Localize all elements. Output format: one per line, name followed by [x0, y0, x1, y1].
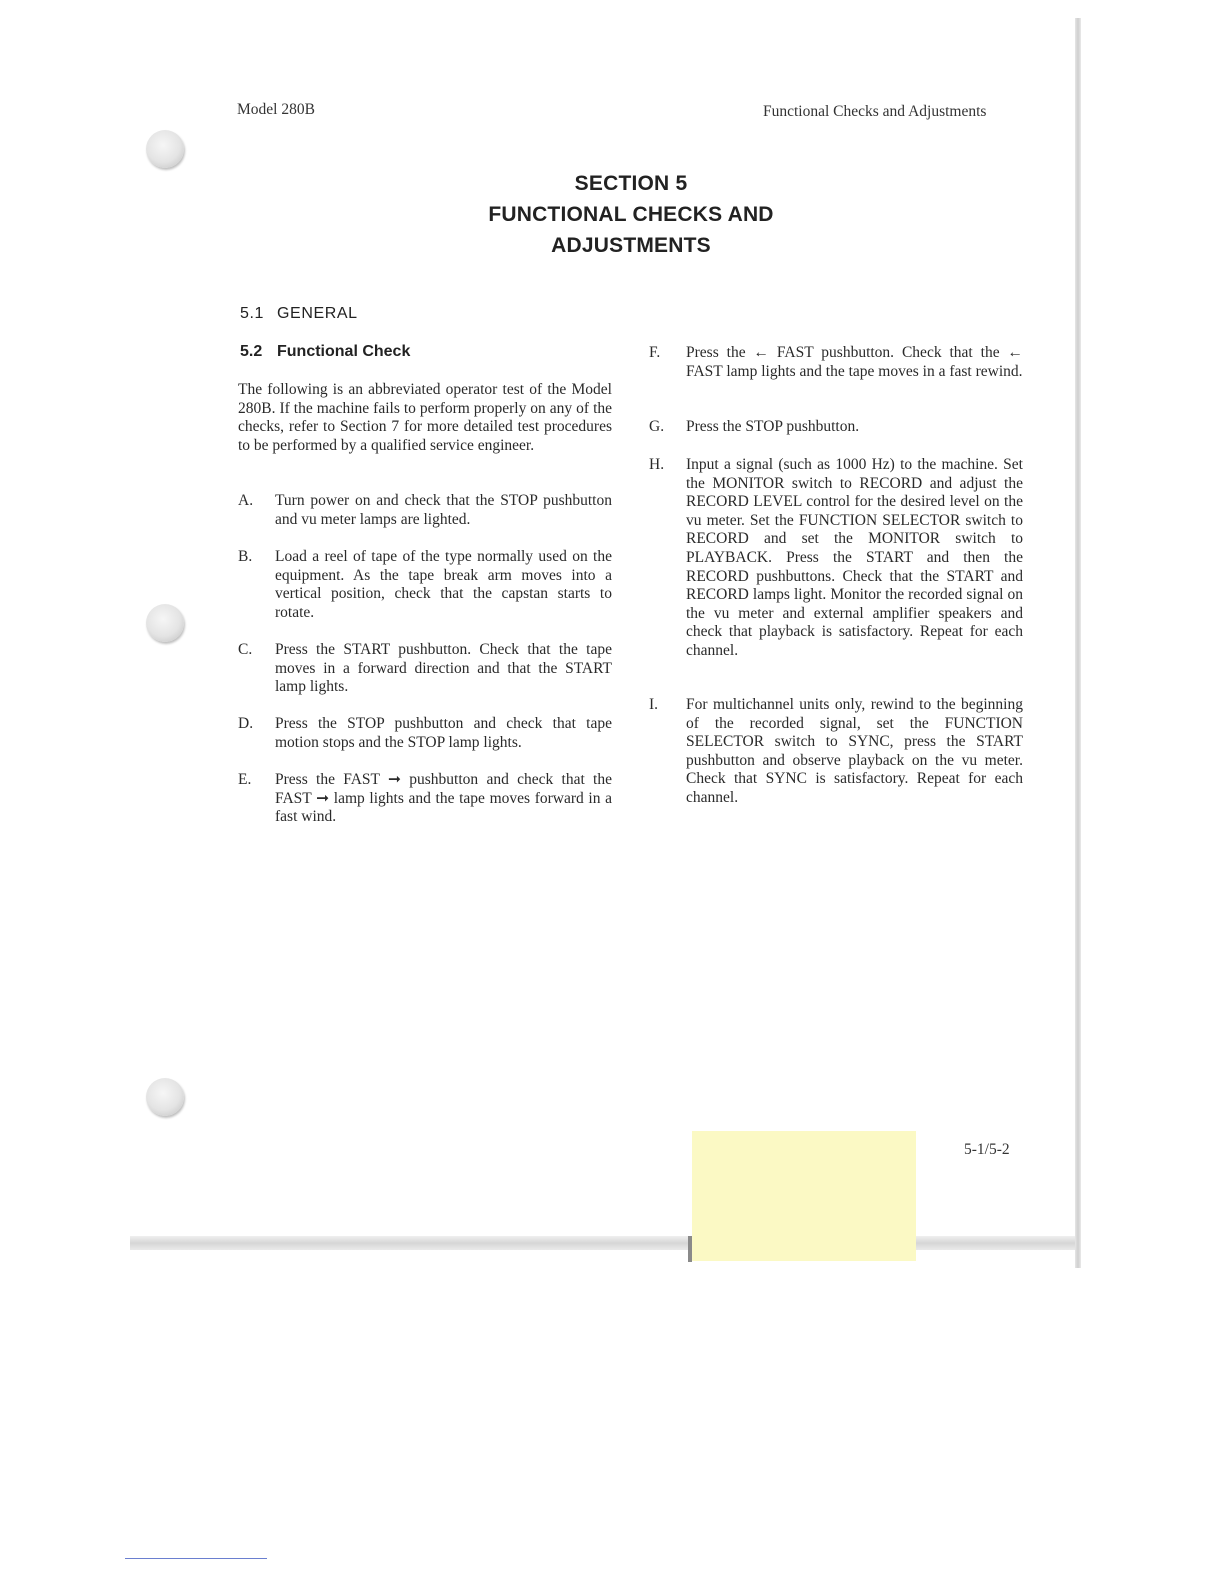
step-text: Load a reel of tape of the type normally used on the equipment. As the tape break arm moves into a vertical position, check that the capstan starts to rotate.	[275, 548, 612, 621]
page-number: 5-1/5-2	[964, 1141, 1010, 1158]
step-text: Press the STOP pushbutton and check that tape motion stops and the STOP lamp lights.	[275, 715, 612, 751]
step-letter: G.	[649, 418, 665, 435]
step-letter: F.	[649, 344, 661, 361]
section-subtitle-line1: FUNCTIONAL CHECKS AND	[488, 203, 774, 226]
binder-hole-middle	[146, 604, 184, 642]
running-header-left: Model 280B	[237, 101, 315, 118]
section-subtitle-line2: ADJUSTMENTS	[551, 234, 711, 257]
page-edge-bottom	[130, 1236, 1075, 1250]
step-text: Press the START pushbutton. Check that the tape moves in a forward direction and that the START lamp lights.	[275, 641, 612, 696]
sticky-note	[692, 1131, 916, 1261]
step-text: Input a signal (such as 1000 Hz) to the machine. Set the MONITOR switch to RECORD and adjust the RECORD LEVEL control for the desired level on the vu meter. Set the FUNCTION SELECTOR switch to RECORD and set the MONITOR switch to PLAYBACK. Press the START and then the RECORD pushbuttons. Check that the START and RECORD lamps light. Monitor the recorded signal on the vu meter and external amplifier speakers and check that playback is satisfactory. Repeat for each channel.	[686, 456, 1023, 659]
section-title: SECTION 5	[574, 172, 688, 195]
step-text: For multichannel units only, rewind to the beginning of the recorded signal, set the FUNCTION SELECTOR switch to SYNC, press the START pushbutton and observe playback on the vu meter. Check that SYNC is satisfactory. Repeat for each channel.	[686, 696, 1023, 806]
step-text: Turn power on and check that the STOP pushbutton and vu meter lamps are lighted.	[275, 492, 612, 528]
step-letter: I.	[649, 696, 659, 713]
sticky-note-shadow	[688, 1236, 692, 1262]
heading-number: 5.2	[240, 343, 263, 360]
heading-label: Functional Check	[277, 343, 411, 360]
step-text: Press the FAST ➞ pushbutton and check that the FAST ➞ lamp lights and the tape moves forward in a fast wind.	[275, 771, 612, 826]
binder-hole-top	[146, 130, 184, 168]
heading-number: 5.1	[240, 305, 265, 322]
heading-label: GENERAL	[277, 305, 358, 322]
step-letter: C.	[238, 641, 253, 658]
step-text: Press the STOP pushbutton.	[686, 418, 860, 435]
intro-paragraph: The following is an abbreviated operator test of the Model 280B. If the machine fails to perform properly on any of the checks, refer to Section 7 for more detailed test procedures to be performed by a qualified service engineer.	[238, 381, 612, 454]
heading-5-2	[240, 343, 410, 361]
step-letter: D.	[238, 715, 254, 732]
step-letter: H.	[649, 456, 665, 473]
step-text: Press the ← FAST pushbutton. Check that the ← FAST lamp lights and the tape moves in a fast rewind.	[686, 344, 1023, 380]
binder-hole-bottom	[146, 1078, 184, 1116]
step-letter: B.	[238, 548, 253, 565]
footer-rule	[125, 1558, 267, 1559]
running-header-right: Functional Checks and Adjustments	[763, 103, 987, 120]
page-edge-right	[1075, 18, 1081, 1268]
heading-5-1	[240, 305, 358, 323]
step-letter: A.	[238, 492, 254, 509]
step-letter: E.	[238, 771, 252, 788]
